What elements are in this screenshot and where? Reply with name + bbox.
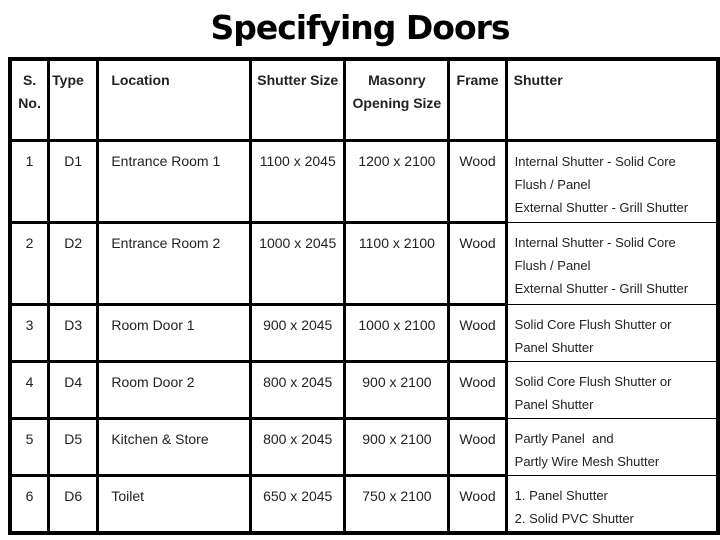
shutter-line: External Shutter - Grill Shutter: [514, 280, 689, 296]
cell-frame: Wood: [449, 418, 506, 475]
cell-frame: Wood: [449, 140, 506, 222]
cell-frame: Wood: [449, 361, 506, 418]
cell-masonry-opening-size: 1200 x 2100: [345, 140, 449, 222]
header-shutter-size: Shutter Size: [251, 59, 345, 140]
cell-sno: 2: [10, 222, 49, 304]
cell-shutter: [506, 304, 718, 361]
table-row: [10, 304, 718, 361]
cell-location: Room Door 1: [98, 304, 251, 361]
header-frame: Frame: [449, 59, 506, 140]
cell-location: Room Door 2: [98, 361, 251, 418]
cell-shutter-size: 800 x 2045: [251, 361, 345, 418]
cell-shutter-size: 1000 x 2045: [251, 222, 345, 304]
shutter-line: Panel Shutter: [514, 396, 594, 412]
table-row: [10, 361, 718, 418]
cell-sno: 5: [10, 418, 49, 475]
cell-frame: Wood: [449, 222, 506, 304]
shutter-line: Solid Core Flush Shutter or: [514, 316, 672, 332]
table-row: [10, 475, 718, 533]
header-masonry-opening-size: Masonry Opening Size: [345, 59, 449, 140]
cell-location: Kitchen & Store: [98, 418, 251, 475]
shutter-line: 2. Solid PVC Shutter: [514, 510, 634, 526]
cell-masonry-opening-size: 1100 x 2100: [345, 222, 449, 304]
cell-type: D6: [49, 475, 98, 533]
header-type: Type: [49, 59, 98, 140]
header-location: Location: [98, 59, 251, 140]
cell-location: Entrance Room 2: [98, 222, 251, 304]
table-row: [10, 222, 718, 304]
cell-shutter-size: 900 x 2045: [251, 304, 345, 361]
page-title: Specifying Doors: [210, 8, 510, 47]
shutter-line: External Shutter - Grill Shutter: [514, 199, 689, 215]
cell-sno: 4: [10, 361, 49, 418]
cell-shutter: [506, 222, 718, 304]
table-row: [10, 418, 718, 475]
cell-shutter-size: 1100 x 2045: [251, 140, 345, 222]
cell-location: Toilet: [98, 475, 251, 533]
cell-frame: Wood: [449, 475, 506, 533]
shutter-line: Partly Panel and: [514, 430, 614, 446]
cell-masonry-opening-size: 1000 x 2100: [345, 304, 449, 361]
cell-type: D5: [49, 418, 98, 475]
cell-frame: Wood: [449, 304, 506, 361]
cell-location: Entrance Room 1: [98, 140, 251, 222]
cell-shutter-size: 800 x 2045: [251, 418, 345, 475]
cell-type: D2: [49, 222, 98, 304]
cell-masonry-opening-size: 750 x 2100: [345, 475, 449, 533]
cell-sno: 3: [10, 304, 49, 361]
cell-shutter: [506, 140, 718, 222]
cell-shutter: [506, 475, 718, 533]
shutter-line: Internal Shutter - Solid Core: [514, 153, 676, 169]
cell-shutter: [506, 418, 718, 475]
cell-shutter: [506, 361, 718, 418]
cell-sno: 1: [10, 140, 49, 222]
cell-masonry-opening-size: 900 x 2100: [345, 361, 449, 418]
cell-type: D1: [49, 140, 98, 222]
shutter-line: Flush / Panel: [514, 257, 591, 273]
cell-masonry-opening-size: 900 x 2100: [345, 418, 449, 475]
cell-sno: 6: [10, 475, 49, 533]
shutter-line: 1. Panel Shutter: [514, 487, 608, 503]
shutter-line: Internal Shutter - Solid Core: [514, 234, 676, 250]
header-shutter: Shutter: [506, 59, 718, 140]
shutter-line: Partly Wire Mesh Shutter: [514, 453, 660, 469]
cell-shutter-size: 650 x 2045: [251, 475, 345, 533]
cell-type: D4: [49, 361, 98, 418]
table-row: [10, 140, 718, 222]
door-specification-table: [8, 57, 720, 535]
table-header-row: [10, 59, 718, 140]
header-sno: S. No.: [10, 59, 49, 140]
shutter-line: Flush / Panel: [514, 176, 591, 192]
shutter-line: Panel Shutter: [514, 339, 594, 355]
cell-type: D3: [49, 304, 98, 361]
shutter-line: Solid Core Flush Shutter or: [514, 373, 672, 389]
